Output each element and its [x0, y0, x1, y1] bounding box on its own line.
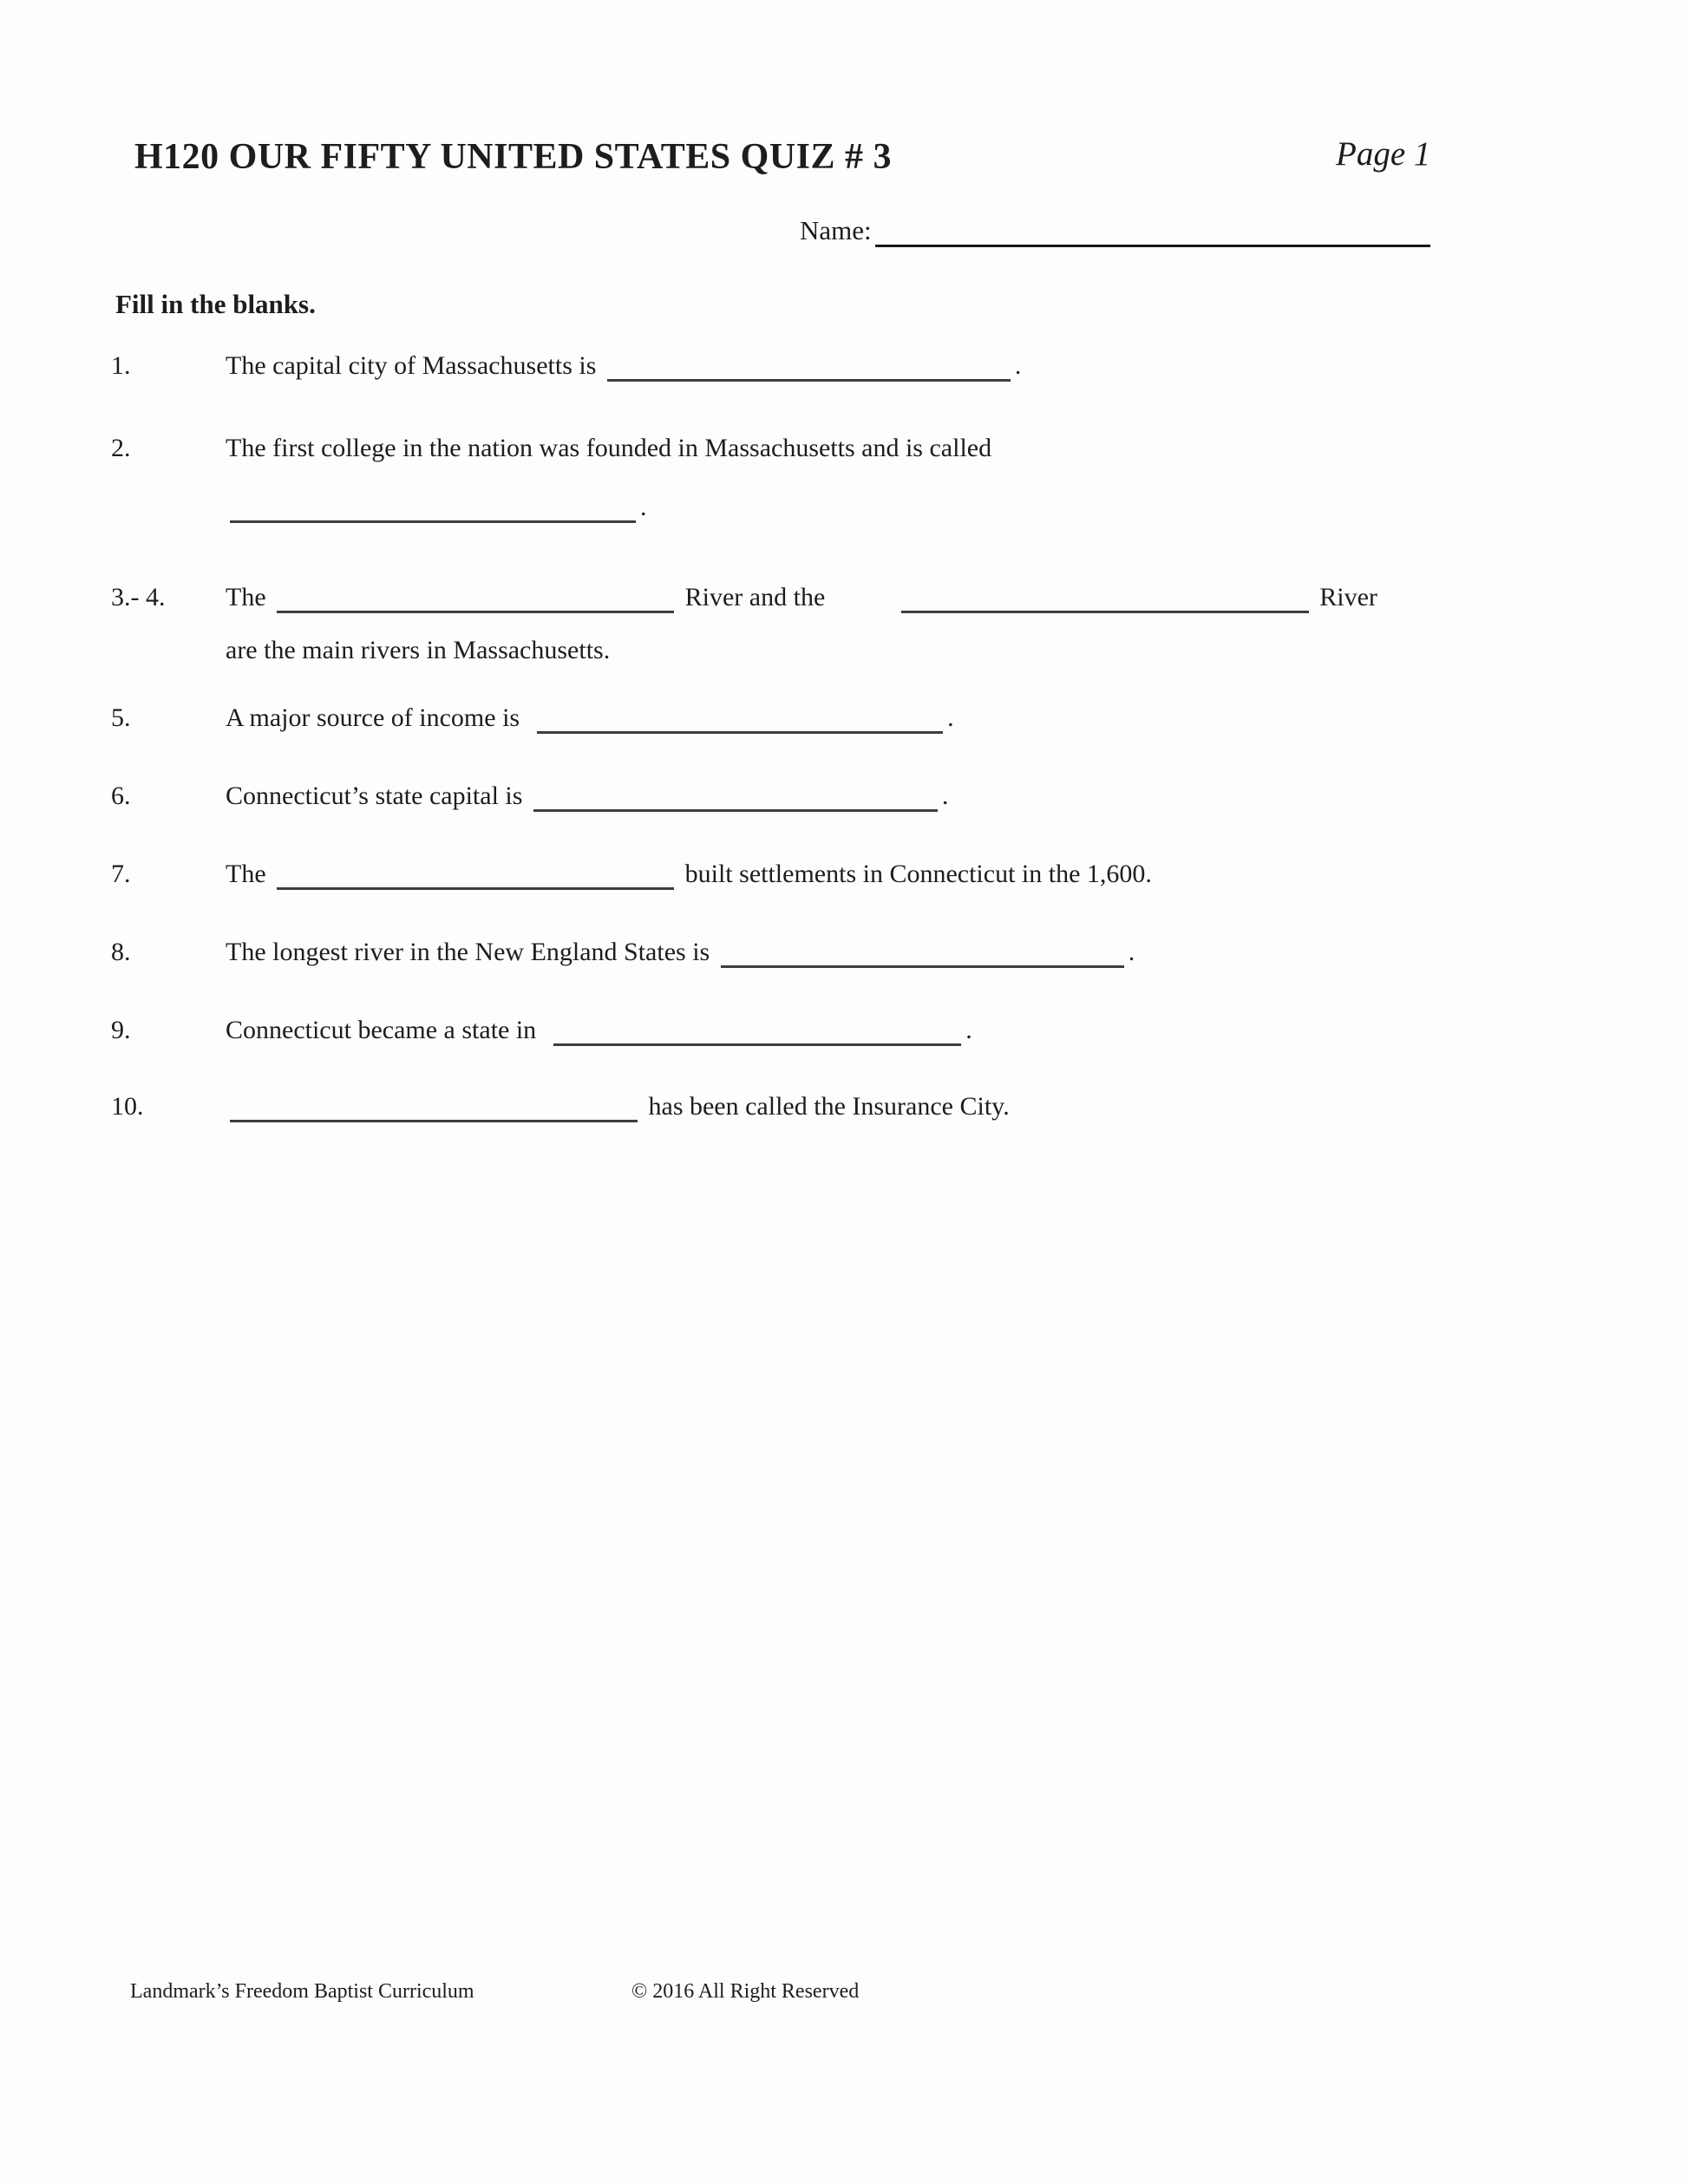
question-text: The	[226, 583, 273, 611]
question-body	[226, 1012, 972, 1049]
question-text: The longest river in the New England States is	[226, 938, 716, 966]
question-list	[0, 348, 1688, 1166]
question-line	[226, 632, 1377, 669]
question-number: 5.	[111, 703, 131, 732]
question-text: are the main rivers in Massachusetts.	[226, 636, 611, 664]
question-number: 8.	[111, 938, 131, 966]
question-row	[0, 1012, 1688, 1049]
question-row	[0, 1089, 1688, 1125]
question-row	[0, 579, 1688, 669]
question-number: 10.	[111, 1092, 144, 1121]
question-body	[226, 430, 991, 526]
question-text: The	[226, 860, 273, 888]
answer-blank-line	[607, 378, 1011, 382]
question-line	[226, 934, 1135, 971]
question-body	[226, 579, 1377, 669]
question-row	[0, 778, 1688, 814]
footer-curriculum-name: Landmark’s Freedom Baptist Curriculum	[130, 1980, 474, 2003]
answer-blank-line	[277, 610, 674, 613]
question-line	[226, 700, 954, 736]
question-line	[226, 856, 1152, 893]
question-text: The first college in the nation was founded in Massachusetts and is called	[226, 434, 992, 462]
question-body	[226, 700, 954, 736]
question-text: .	[947, 703, 954, 732]
question-line	[226, 778, 948, 814]
question-text: Connecticut became a state in	[226, 1016, 550, 1044]
name-blank-line	[875, 244, 1430, 247]
question-body	[226, 778, 948, 814]
question-text	[825, 583, 897, 611]
question-text: built settlements in Connecticut in the 1,600.	[678, 860, 1152, 888]
name-field	[800, 213, 1430, 248]
footer-copyright: © 2016 All Right Reserved	[631, 1980, 860, 2003]
question-text: A major source of income is	[226, 703, 533, 732]
page-number: Page 1	[1336, 135, 1431, 173]
answer-blank-line	[901, 610, 1309, 613]
question-body	[226, 856, 1152, 893]
question-number: 2.	[111, 434, 131, 462]
page-title: H120 OUR FIFTY UNITED STATES QUIZ # 3	[134, 137, 893, 177]
answer-blank-line	[553, 1043, 961, 1046]
question-number: 7.	[111, 860, 131, 888]
question-row	[0, 700, 1688, 736]
question-line	[226, 1012, 972, 1049]
answer-blank-line	[230, 1119, 638, 1122]
question-line	[226, 579, 1377, 616]
question-line	[226, 430, 991, 467]
question-text: .	[1128, 938, 1135, 966]
name-label: Name:	[800, 215, 872, 245]
question-line	[226, 1089, 1010, 1125]
question-text: .	[941, 781, 949, 810]
instructions-heading: Fill in the blanks.	[115, 289, 316, 319]
question-body	[226, 934, 1135, 971]
question-number: 6.	[111, 781, 131, 810]
answer-blank-line	[533, 808, 938, 812]
question-text: Connecticut’s state capital is	[226, 781, 529, 810]
question-line	[226, 348, 1021, 384]
question-text: River and the	[678, 583, 826, 611]
question-number: 3.- 4.	[111, 583, 166, 611]
question-number: 1.	[111, 351, 131, 380]
question-row	[0, 348, 1688, 384]
question-number: 9.	[111, 1016, 131, 1044]
question-text: The capital city of Massachusetts is	[226, 351, 603, 380]
question-row	[0, 430, 1688, 526]
question-line	[226, 489, 991, 526]
question-text: River	[1312, 583, 1377, 611]
answer-blank-line	[721, 964, 1124, 968]
question-text: .	[965, 1016, 972, 1044]
question-body	[226, 1089, 1010, 1125]
question-body	[226, 348, 1021, 384]
answer-blank-line	[277, 886, 674, 890]
question-row	[0, 856, 1688, 893]
answer-blank-line	[230, 520, 636, 523]
question-text: has been called the Insurance City.	[642, 1092, 1010, 1121]
answer-blank-line	[537, 730, 943, 734]
question-text: .	[1014, 351, 1022, 380]
question-row	[0, 934, 1688, 971]
question-text: .	[640, 493, 647, 521]
